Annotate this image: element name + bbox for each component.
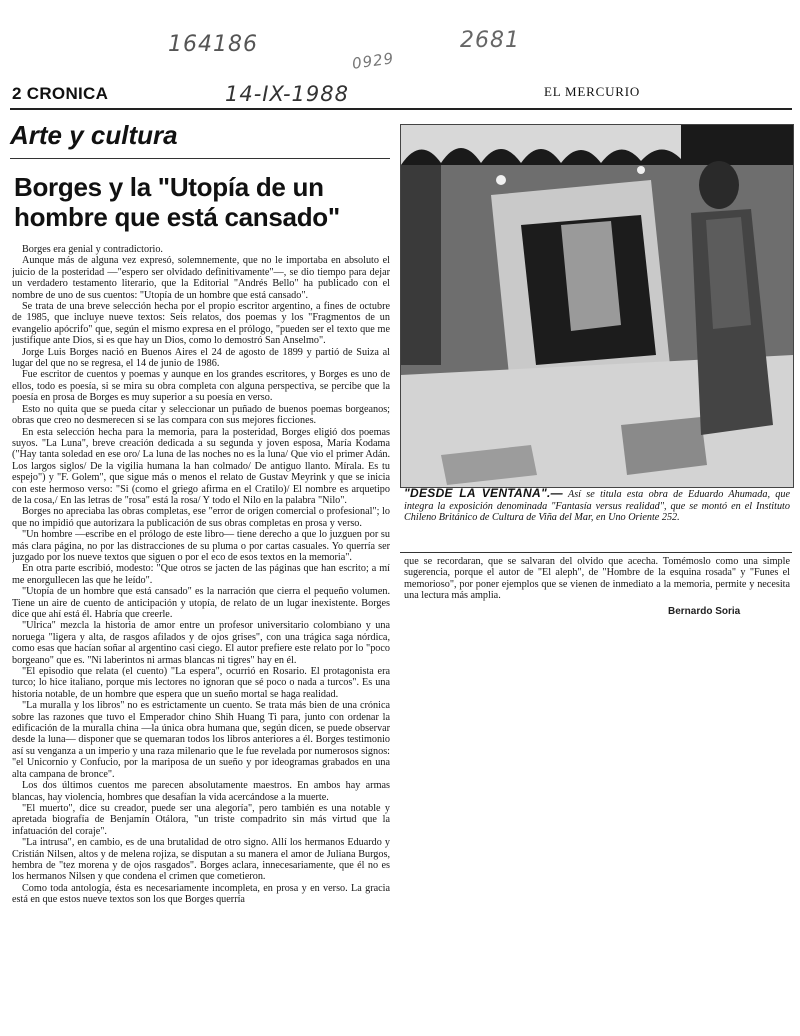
photo-caption <box>404 488 790 524</box>
body-paragraph: "Ulrica" mezcla la historia de amor entre un profesor universitario colombiano y una noruega "ligera y alta, de rasgos afilados y de ojos grises", con una trágica saga nórdica, como esas que hacían soñar al argentino casi ciego. El autor prefiere este relato por lo "poco borgeano" que es. "Ni laberintos ni armas blancas ni tigres" hay en él. <box>12 620 390 666</box>
body-paragraph: "La muralla y los libros" no es estrictamente un cuento. Se trata más bien de una crónica sobre las razones que tuvo el Emperador chino Shih Huang Ti para, junto con ordenar la edificación de la muralla china —la única obra humana que, según dicen, se puede observar desde la luna— disponer que se quemaran todos los libros anteriores a él. Borges testimonio así su venganza a un imperio y una raza milenario que le fue revelada por numerosos signos: "el Unicornio y Confucio, por la mariposa de un sueño y por ideogramas grabados en una alta campana de bronce". <box>12 700 390 780</box>
body-paragraph: Fue escritor de cuentos y poemas y aunque en los grandes escritores, y Borges es uno de ellos, todo es poesía, si se mira su obra completa con alguna perspectiva, se percibe que la poesía en prosa de Borges es muy superior a su poesía en verso. <box>12 369 390 404</box>
newspaper-masthead: EL MERCURIO <box>544 84 641 99</box>
body-paragraph: Borges era genial y contradictorio. <box>22 244 163 255</box>
photo-caption-title: "DESDE LA VENTANA".— <box>404 486 563 500</box>
body-paragraph: "Utopía de un hombre que está cansado" es la narración que cierra el pequeño volumen. Tiene un aire de cuento de anticipación y utopía, de relato de un lugar inexistente. Borges dice que ahí está él. Habría que creerle. <box>12 586 390 620</box>
body-paragraph: "El episodio que relata (el cuento) "La espera", ocurrió en Rosario. El protagonista era turco; lo hice italiano, porque mis lectores no ignoran que sé poco o nada a turcos". Es una historia notable, de un hombre que espera que un sueño mortal se haga realidad. <box>12 666 390 700</box>
article-headline: Borges y la "Utopía de un hombre que está cansado" <box>14 172 340 232</box>
caption-rule <box>400 552 792 553</box>
article-byline: Bernardo Soria <box>668 606 741 617</box>
section-label: 2 CRONICA <box>12 84 109 103</box>
artwork-photo-image <box>401 125 793 487</box>
kicker-rule <box>10 158 390 159</box>
header-rule <box>10 108 792 110</box>
body-paragraph: Esto no quita que se pueda citar y seleccionar un puñado de buenos poemas borgeanos; obras que creo no desmerecen si se las compara con sus mejores ficciones. <box>12 403 390 427</box>
body-paragraph: Se trata de una breve selección hecha por el propio escritor argentino, a fines de octubre de 1985, que incluye nueve textos: Seis relatos, dos poemas y los "Fragmentos de un evangelio apócrifo" que, según el mismo expresa en el prólogo, "pueden ser el texto que me justifique ante Dios, si es que hay un Dios, como lo demostró San Anselmo". <box>12 301 390 347</box>
body-paragraph: En esta selección hecha para la memoria, para la posteridad, Borges eligió dos poemas suyos. "La Luna", breve creación dedicada a su segunda y joven esposa, María Kodama ("Hay tanta soledad en ese oro/ La luna de las noches no es la luna/ Que vio el primer Adán. Los largos siglos/ De la vigilia humana la han colmado/ De antiguo llanto. Mírala. Es tu espejo") y "F. Golem", que sigue más o menos el relato de Gustav Meyrink y que se inicia con este hermoso verso: "Si (como el griego afirma en el Cratilo)/ El nombre es arquetipo de la cosa,/ En las letras de "rosa" está la rosa/ Y todo el Nilo en la palabra "Nilo". <box>12 426 390 506</box>
article-body <box>12 244 390 1034</box>
body-paragraph: "El muerto", dice su creador, puede ser una alegoría", pero también es una notable y apretada biografía de Benjamín Otálora, "un triste compadrito sin más virtud que la infatuación del coraje". <box>12 802 390 837</box>
body-paragraph: Los dos últimos cuentos me parecen absolutamente maestros. En ambos hay armas blancas, hay violencia, hombres que desafían la vida acercándose a la muerte. <box>12 780 390 803</box>
body-paragraph: "La intrusa", en cambio, es de una brutalidad de otro signo. Allí los hermanos Eduardo y Cristián Nilsen, altos y de melena rojiza, se disputan a su manera el amor de Juliana Burgos, hembra de "tez morena y de ojos rasgados". Borges aclara, innecesariamente, que él no es los hermanos Nilsen y que condena el crimen que cometieron. <box>12 837 390 883</box>
body-paragraph: Jorge Luis Borges nació en Buenos Aires el 24 de agosto de 1899 y partió de Suiza al lugar del que no se regresa, el 14 de junio de 1986. <box>12 346 390 370</box>
date-annotation: 14-IX-1988 <box>225 82 349 106</box>
body-paragraph: Borges no apreciaba las obras completas, ese "error de origen comercial o profesional"; lo que no impidió que autorizara la publicación de sus obras completas en prosa y verso. <box>12 506 390 529</box>
section-kicker: Arte y cultura <box>10 120 178 150</box>
photo-caption-text: Así se titula esta obra de Eduardo Ahumada, que integra la exposición denominada "Fantasía versus realidad", que se montó en el Instituto Chileno Británico de Cultura de Viña del Mar, en Uno Oriente 252. <box>404 489 790 524</box>
continuation-paragraph: que se recordaran, que se salvaran del olvido que acecha. Tomémoslo como una simple sugerencia, porque el autor de "El aleph", de "Hombre de la esquina rosada" y "Funes el memorioso", por poner ejemplos que se vienen de inmediato a la memoria, permite y necesita una lectura más amplia. <box>404 556 790 602</box>
body-paragraph: "Un hombre —escribe en el prólogo de este libro— tiene derecho a que lo juzguen por su más clara página, no por las distracciones de su pluma o por cartas casuales. Yo querría ser juzgado por los nueve textos que siguen o por el eco de esos textos en la memoria". <box>12 529 390 563</box>
archive-code-annotation: 0929 <box>350 49 396 73</box>
archive-number-annotation: 2681 <box>460 28 520 53</box>
artwork-photo <box>400 124 794 488</box>
article-continuation <box>404 556 790 608</box>
archive-id-annotation: 164186 <box>168 32 258 57</box>
body-paragraph: En otra parte escribió, modesto: "Que otros se jacten de las páginas que han escrito; a mí me enorgullecen las que he leído". <box>12 563 390 586</box>
body-paragraph: Como toda antología, ésta es necesariamente incompleta, en prosa y en verso. La gracia está en que estos nueve textos son los que Borges querría <box>12 882 390 906</box>
body-paragraph: Aunque más de alguna vez expresó, solemnemente, que no le importaba en absoluto el juicio de la posteridad —"espero ser olvidado definitivamente"—, se dio tiempo para dejar un verdadero testamento literario, que la Editorial "Andrés Bello" ha publicado con el nombre de uno de sus cuentos: "Utopía de un hombre que está cansado". <box>12 255 390 301</box>
